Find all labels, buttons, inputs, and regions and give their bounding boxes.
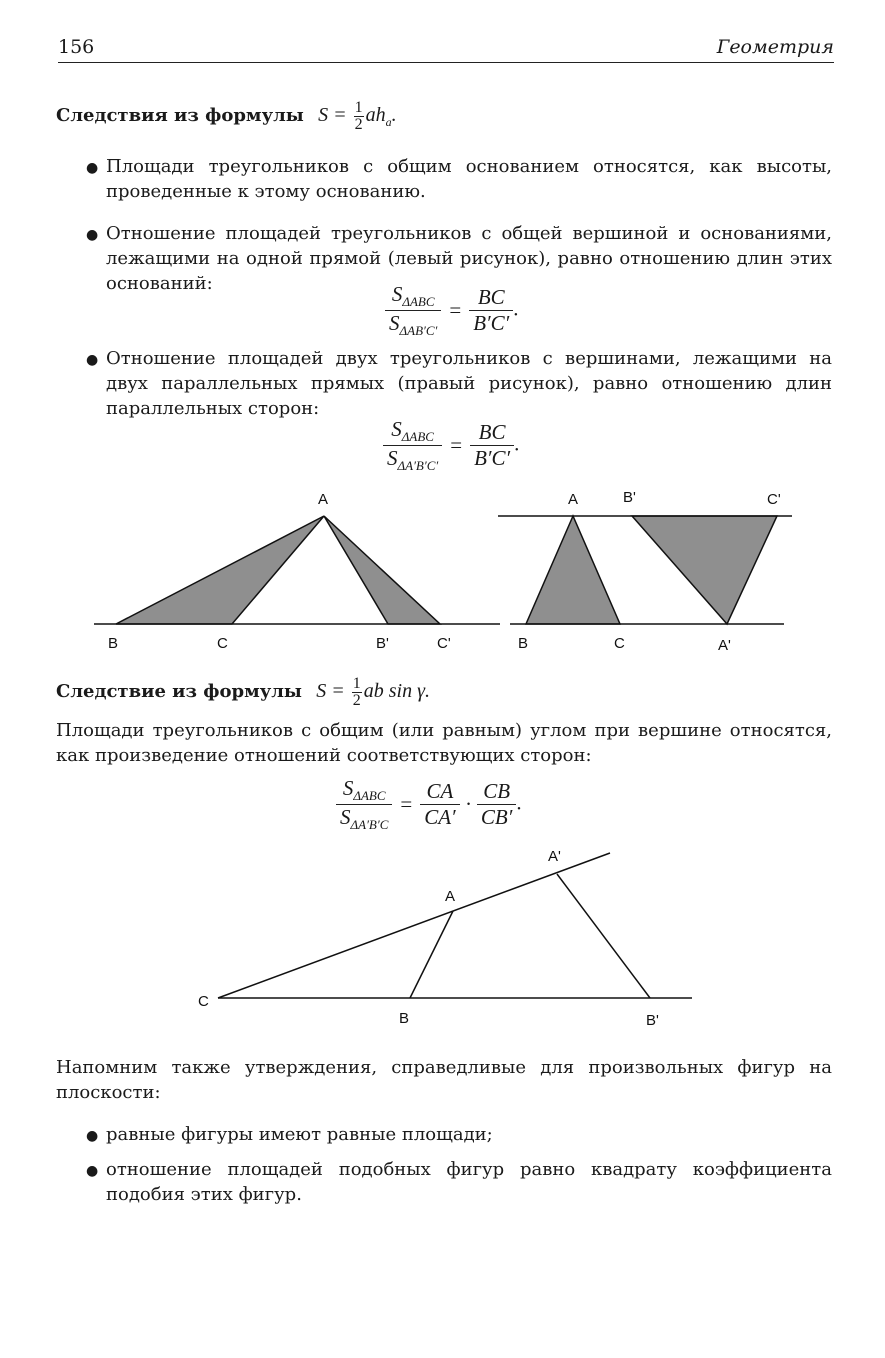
formula-rhs: ab sin γ	[363, 680, 425, 703]
running-header	[58, 34, 834, 63]
label-c-prime: C'	[437, 635, 451, 652]
triangle-abc-right	[526, 516, 620, 624]
equation-3: $\frac{S_{\Delta ABC}}{S_{\Delta A'B'C}}$ = $\frac{CA}{CA'}$ · $\frac{CB}{CB'}$ .	[336, 776, 522, 833]
right-figure	[498, 489, 792, 654]
label-c-prime: C'	[767, 491, 781, 508]
label-b: B	[399, 1010, 410, 1027]
bullet2-text: Отношение площадей треугольников с общей вершиной и основаниями, лежащими на одной прямой (левый рисунок), равно отношению длин этих оснований:	[106, 223, 832, 294]
closing-intro: Напомним также утверждения, справедливые для произвольных фигур на плоскости:	[56, 1057, 832, 1103]
formula-half: $\frac{1}{2}$	[354, 99, 363, 133]
formula-lhs: S =	[316, 680, 345, 703]
section-title: Геометрия	[716, 36, 834, 58]
triangle-ab1c1-left	[324, 516, 440, 624]
label-a: A	[318, 491, 329, 508]
triangle-abc-left	[116, 516, 324, 624]
label-b-prime: B'	[623, 489, 636, 506]
bullet-icon: ●	[86, 1128, 99, 1144]
corollary1-heading-text: Следствия из формулы	[56, 105, 304, 127]
corollary2-heading	[56, 676, 430, 709]
bullet-icon: ●	[86, 227, 99, 243]
figure-triangles	[0, 480, 885, 660]
bullet-icon: ●	[86, 1163, 99, 1179]
corollary2-text: Площади треугольников с общим (или равным) углом при вершине относятся, как произведение отношений соответствующих сторон:	[56, 720, 832, 766]
corollary2-formula	[316, 675, 430, 709]
formula-lhs: S =	[318, 104, 347, 127]
page-number: 156	[58, 36, 95, 58]
formula-end: .	[425, 680, 430, 703]
corollary2-heading-text: Следствие из формулы	[56, 681, 302, 703]
label-b: B	[518, 635, 529, 652]
label-b-prime: B'	[646, 1012, 659, 1029]
label-a: A	[568, 491, 579, 508]
label-c: C	[198, 993, 209, 1010]
figure-common-angle	[0, 840, 885, 1040]
segment-a1b1	[557, 874, 650, 998]
equation-2: $\frac{S_{\Delta ABC}}{S_{\Delta A'B'C'}}$ = $\frac{BC}{B'C'}$ .	[383, 417, 519, 474]
label-a-prime: A'	[718, 637, 731, 654]
formula-end: .	[391, 104, 397, 127]
bullet-icon: ●	[86, 352, 99, 368]
label-a-prime: A'	[548, 848, 561, 865]
label-c: C	[217, 635, 228, 652]
left-figure	[94, 491, 500, 652]
equation-1: $\frac{S_{\Delta ABC}}{S_{\Delta AB'C'}}$ = $\frac{BC}{B'C'}$ .	[385, 282, 519, 339]
closing-item-2: отношение площадей подобных фигур равно квадрату коэффициента подобия этих фигур.	[106, 1159, 832, 1205]
bullet1-text: Площади треугольников с общим основанием относятся, как высоты, проведенные к этому основанию.	[106, 156, 832, 202]
formula-rhs: ah	[365, 104, 386, 127]
bullet3-text: Отношение площадей двух треугольников с вершинами, лежащими на двух параллельных прямых (правый рисунок), равно отношению длин параллельных сторон:	[106, 348, 832, 419]
corollary1-formula	[318, 99, 397, 133]
closing-item-1: равные фигуры имеют равные площади;	[106, 1124, 493, 1145]
formula-half: $\frac{1}{2}$	[352, 675, 361, 709]
formula-sub: a	[385, 115, 392, 130]
label-c: C	[614, 635, 625, 652]
label-a: A	[445, 888, 456, 905]
corollary1-heading	[56, 100, 397, 133]
bullet-icon: ●	[86, 160, 99, 176]
ray-ca	[218, 853, 610, 998]
label-b: B	[108, 635, 119, 652]
label-b-prime: B'	[376, 635, 389, 652]
triangle-a1b1c1-right	[632, 516, 777, 624]
